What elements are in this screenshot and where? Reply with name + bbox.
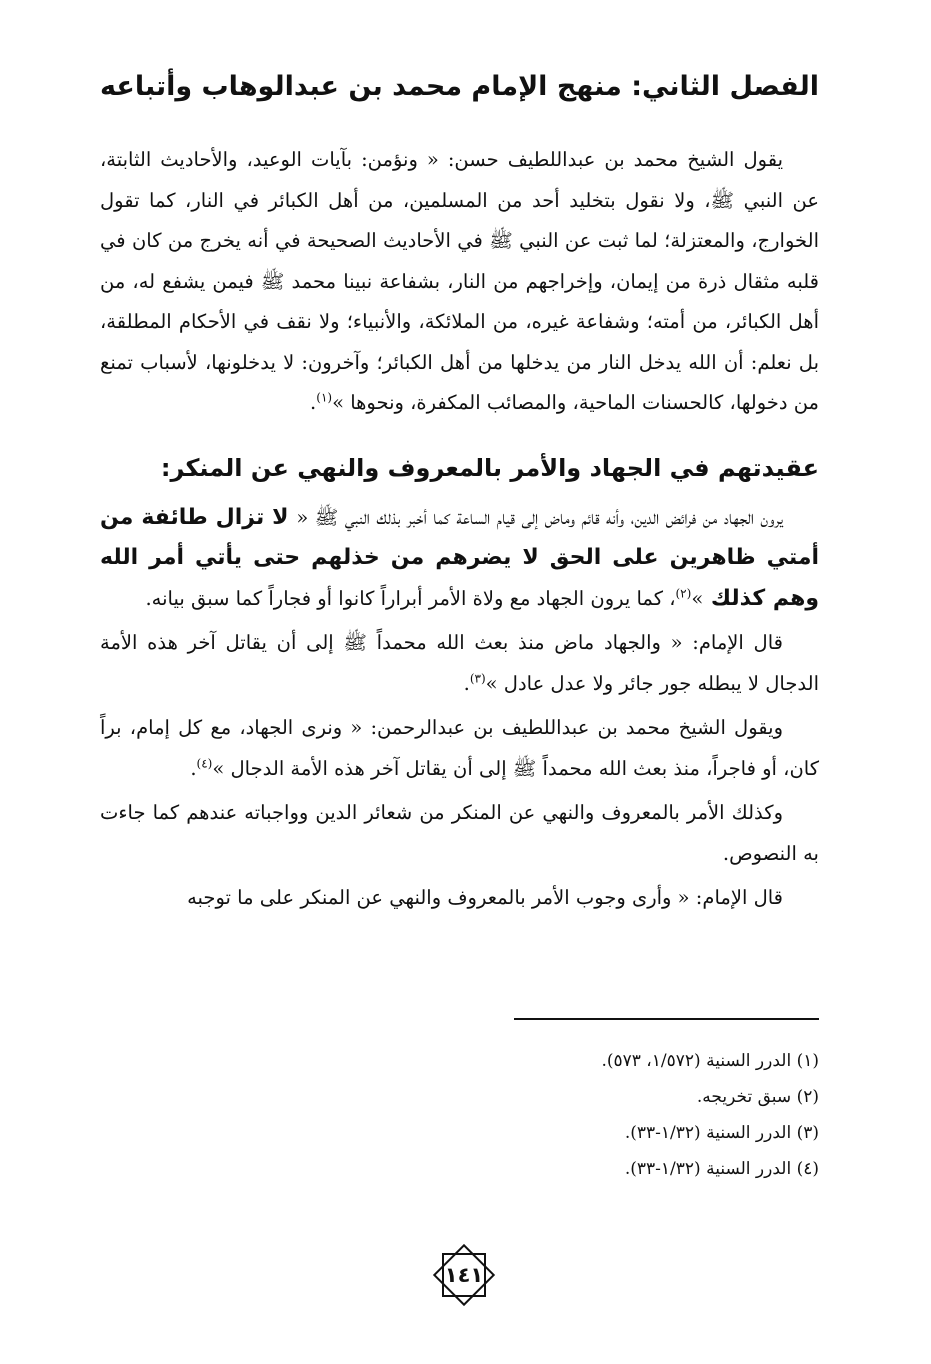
running-header — [100, 62, 819, 110]
footnote-4: (٤) الدرر السنية (١/٣٢-٣٣). — [624, 1159, 819, 1179]
punctuation: . — [310, 391, 317, 414]
punctuation: . — [463, 671, 470, 695]
footnote-ref-2: (٢) — [675, 586, 692, 600]
footnote-ref-1: (١) — [316, 390, 333, 405]
paragraph-text: ويقول الشيخ محمد بن عبداللطيف بن عبدالرحمن: « ونرى الجهاد، مع كل إمام، براً كان، أو فاجراً، منذ بعث الله محمداً ﷺ إلى أن يقاتل آخر هذه الأمة الدجال » — [100, 716, 819, 780]
footnotes — [419, 1043, 819, 1187]
quote-close: » — [691, 586, 704, 610]
page-number-ornament — [427, 1238, 501, 1312]
footnote-1: (١) الدرر السنية (١/٥٧٢، ٥٧٣). — [601, 1051, 819, 1071]
paragraph-text: يرون الجهاد من فرائض الدين، وأنه قائم وماض إلى قيام الساعة كما أخبر بذلك النبي ﷺ « — [296, 505, 784, 529]
section-heading: عقيدتهم في الجهاد والأمر بالمعروف والنهي عن المنكر: — [160, 453, 819, 482]
footnote-ref-3: (٣) — [469, 671, 486, 685]
paragraph-imam-quote-2: قال الإمام: « وأرى وجوب الأمر بالمعروف والنهي عن المنكر على ما توجبه — [187, 886, 783, 909]
paragraph-text: ، كما يرون الجهاد مع ولاة الأمر أبراراً كانوا أو فجاراً كما سبق بيانه. — [145, 586, 676, 610]
footnote-2: (٢) سبق تخريجه. — [696, 1087, 819, 1107]
punctuation: . — [190, 756, 197, 780]
paragraph-text: قال الإمام: « والجهاد ماض منذ بعث الله محمداً ﷺ إلى أن يقاتل آخر هذه الأمة الدجال لا يبطله جور جائر ولا عدل عادل » — [100, 631, 819, 695]
footnote-separator — [514, 1018, 819, 1020]
chapter-title: الفصل الثاني: منهج الإمام محمد بن عبدالوهاب وأتباعه — [100, 70, 819, 102]
paragraph-quote-1 — [100, 140, 819, 424]
page-number: ١٤١ — [444, 1263, 484, 1287]
paragraph-jihad — [100, 498, 819, 620]
hadith-quote: لا تزال طائفة من أمتي ظاهرين على الحق لا يضرهم من خذلهم حتى يأتي أمر الله وهم كذلك — [100, 504, 819, 611]
footnote-3: (٣) الدرر السنية (١/٣٢-٣٣). — [624, 1123, 819, 1143]
footnote-ref-4: (٤) — [196, 756, 213, 770]
paragraph-sheikh-quote — [100, 708, 819, 789]
paragraph-enjoining-good: وكذلك الأمر بالمعروف والنهي عن المنكر من شعائر الدين وواجباته عندهم كما جاءت به النصوص. — [100, 801, 819, 865]
paragraph-text: يقول الشيخ محمد بن عبداللطيف حسن: « ونؤمن: بآيات الوعيد، والأحاديث الثابتة، عن النبي ﷺ، ولا نقول بتخليد أحد من المسلمين، من أهل الكبائر في النار، كما تقول الخوارج، والمعتزلة؛ لما ثبت عن النبي ﷺ في الأحاديث الصحيحة في أنه يخرج من كان في قلبه مثقال ذرة من إيمان، وإخراجهم من النار، بشفاعة نبينا محمد ﷺ فيمن يشفع له، من أهل الكبائر، من أمته؛ وشفاعة غيره، من الملائكة، والأنبياء؛ ولا نقف في الأحكام المطلقة، بل نعلم: أن الله يدخل النار من يدخلها من أهل الكبائر؛ وآخرون: لا يدخلونها، لأسباب تمنع من دخولها، كالحسنات الماحية، والمصائب المكفرة، ونحوها » — [100, 148, 819, 414]
paragraph-imam-quote — [100, 623, 819, 704]
main-text — [100, 140, 819, 919]
